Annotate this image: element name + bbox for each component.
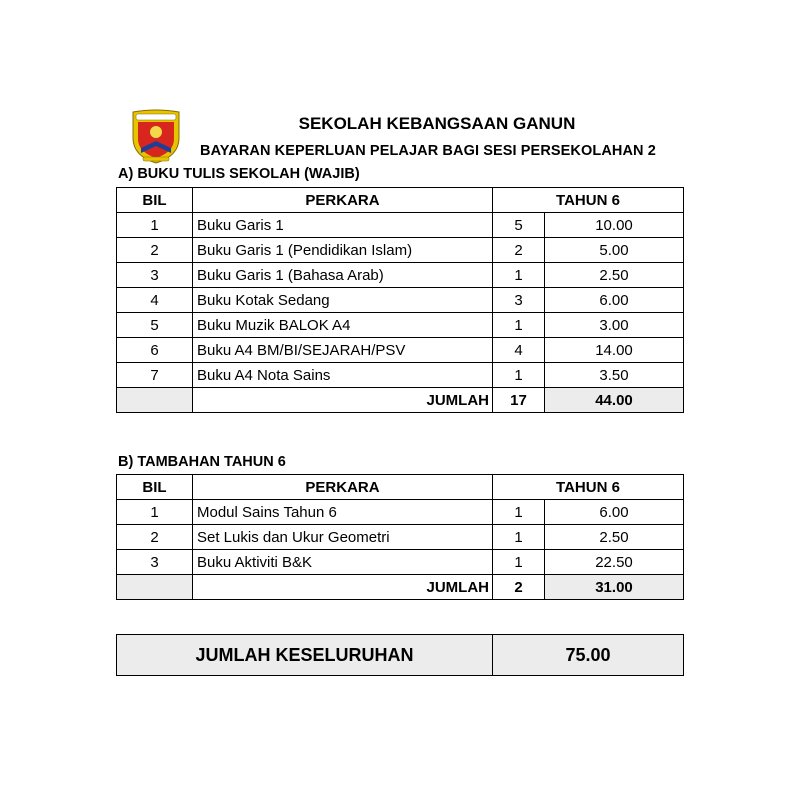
table-header-row [117, 188, 684, 213]
row-amount: 10.00 [545, 213, 684, 238]
row-bil: 2 [117, 238, 193, 263]
total-qty: 17 [493, 388, 545, 413]
row-bil: 2 [117, 525, 193, 550]
section-b-title: B) TAMBAHAN TAHUN 6 [118, 454, 286, 470]
row-amount: 2.50 [545, 263, 684, 288]
row-item: Buku A4 Nota Sains [193, 363, 493, 388]
total-bil-cell [117, 575, 193, 600]
table-row [117, 525, 684, 550]
row-qty: 2 [493, 238, 545, 263]
table-header-row [117, 475, 684, 500]
row-qty: 4 [493, 338, 545, 363]
row-item: Modul Sains Tahun 6 [193, 500, 493, 525]
row-qty: 1 [493, 550, 545, 575]
row-amount: 22.50 [545, 550, 684, 575]
table-row [117, 500, 684, 525]
row-item: Buku A4 BM/BI/SEJARAH/PSV [193, 338, 493, 363]
grand-total-label: JUMLAH KESELURUHAN [117, 635, 493, 676]
grand-total-table [116, 634, 684, 676]
row-amount: 3.50 [545, 363, 684, 388]
total-row [117, 575, 684, 600]
header-perkara: PERKARA [193, 475, 493, 500]
table-row [117, 213, 684, 238]
table-row [117, 313, 684, 338]
row-qty: 1 [493, 500, 545, 525]
header-bil: BIL [117, 188, 193, 213]
table-row [117, 263, 684, 288]
section-a-table [116, 187, 684, 413]
document-subtitle: BAYARAN KEPERLUAN PELAJAR BAGI SESI PERSEKOLAHAN 2 [200, 143, 656, 159]
row-qty: 1 [493, 263, 545, 288]
section-a-title: A) BUKU TULIS SEKOLAH (WAJIB) [118, 166, 360, 182]
row-amount: 6.00 [545, 288, 684, 313]
school-crest-icon [129, 108, 183, 164]
row-bil: 1 [117, 213, 193, 238]
table-row [117, 550, 684, 575]
row-bil: 4 [117, 288, 193, 313]
row-amount: 2.50 [545, 525, 684, 550]
row-item: Buku Garis 1 (Pendidikan Islam) [193, 238, 493, 263]
table-row [117, 238, 684, 263]
header-tahun: TAHUN 6 [493, 188, 684, 213]
header-tahun: TAHUN 6 [493, 475, 684, 500]
row-bil: 6 [117, 338, 193, 363]
row-amount: 6.00 [545, 500, 684, 525]
total-bil-cell [117, 388, 193, 413]
row-amount: 3.00 [545, 313, 684, 338]
row-amount: 5.00 [545, 238, 684, 263]
total-amount: 31.00 [545, 575, 684, 600]
total-row [117, 388, 684, 413]
total-amount: 44.00 [545, 388, 684, 413]
row-item: Buku Garis 1 [193, 213, 493, 238]
row-item: Buku Garis 1 (Bahasa Arab) [193, 263, 493, 288]
row-bil: 3 [117, 263, 193, 288]
row-item: Set Lukis dan Ukur Geometri [193, 525, 493, 550]
row-qty: 1 [493, 525, 545, 550]
total-label: JUMLAH [193, 575, 493, 600]
row-qty: 5 [493, 213, 545, 238]
table-row [117, 338, 684, 363]
grand-total-amount: 75.00 [493, 635, 684, 676]
row-bil: 3 [117, 550, 193, 575]
school-name: SEKOLAH KEBANGSAAN GANUN [298, 114, 576, 133]
section-b-table [116, 474, 684, 600]
header-bil: BIL [117, 475, 193, 500]
table-row [117, 288, 684, 313]
total-label: JUMLAH [193, 388, 493, 413]
table-row [117, 363, 684, 388]
row-bil: 1 [117, 500, 193, 525]
header-perkara: PERKARA [193, 188, 493, 213]
total-qty: 2 [493, 575, 545, 600]
row-qty: 3 [493, 288, 545, 313]
grand-total-row [117, 635, 684, 676]
row-bil: 5 [117, 313, 193, 338]
row-bil: 7 [117, 363, 193, 388]
row-amount: 14.00 [545, 338, 684, 363]
row-item: Buku Kotak Sedang [193, 288, 493, 313]
row-qty: 1 [493, 313, 545, 338]
row-qty: 1 [493, 363, 545, 388]
row-item: Buku Muzik BALOK A4 [193, 313, 493, 338]
row-item: Buku Aktiviti B&K [193, 550, 493, 575]
